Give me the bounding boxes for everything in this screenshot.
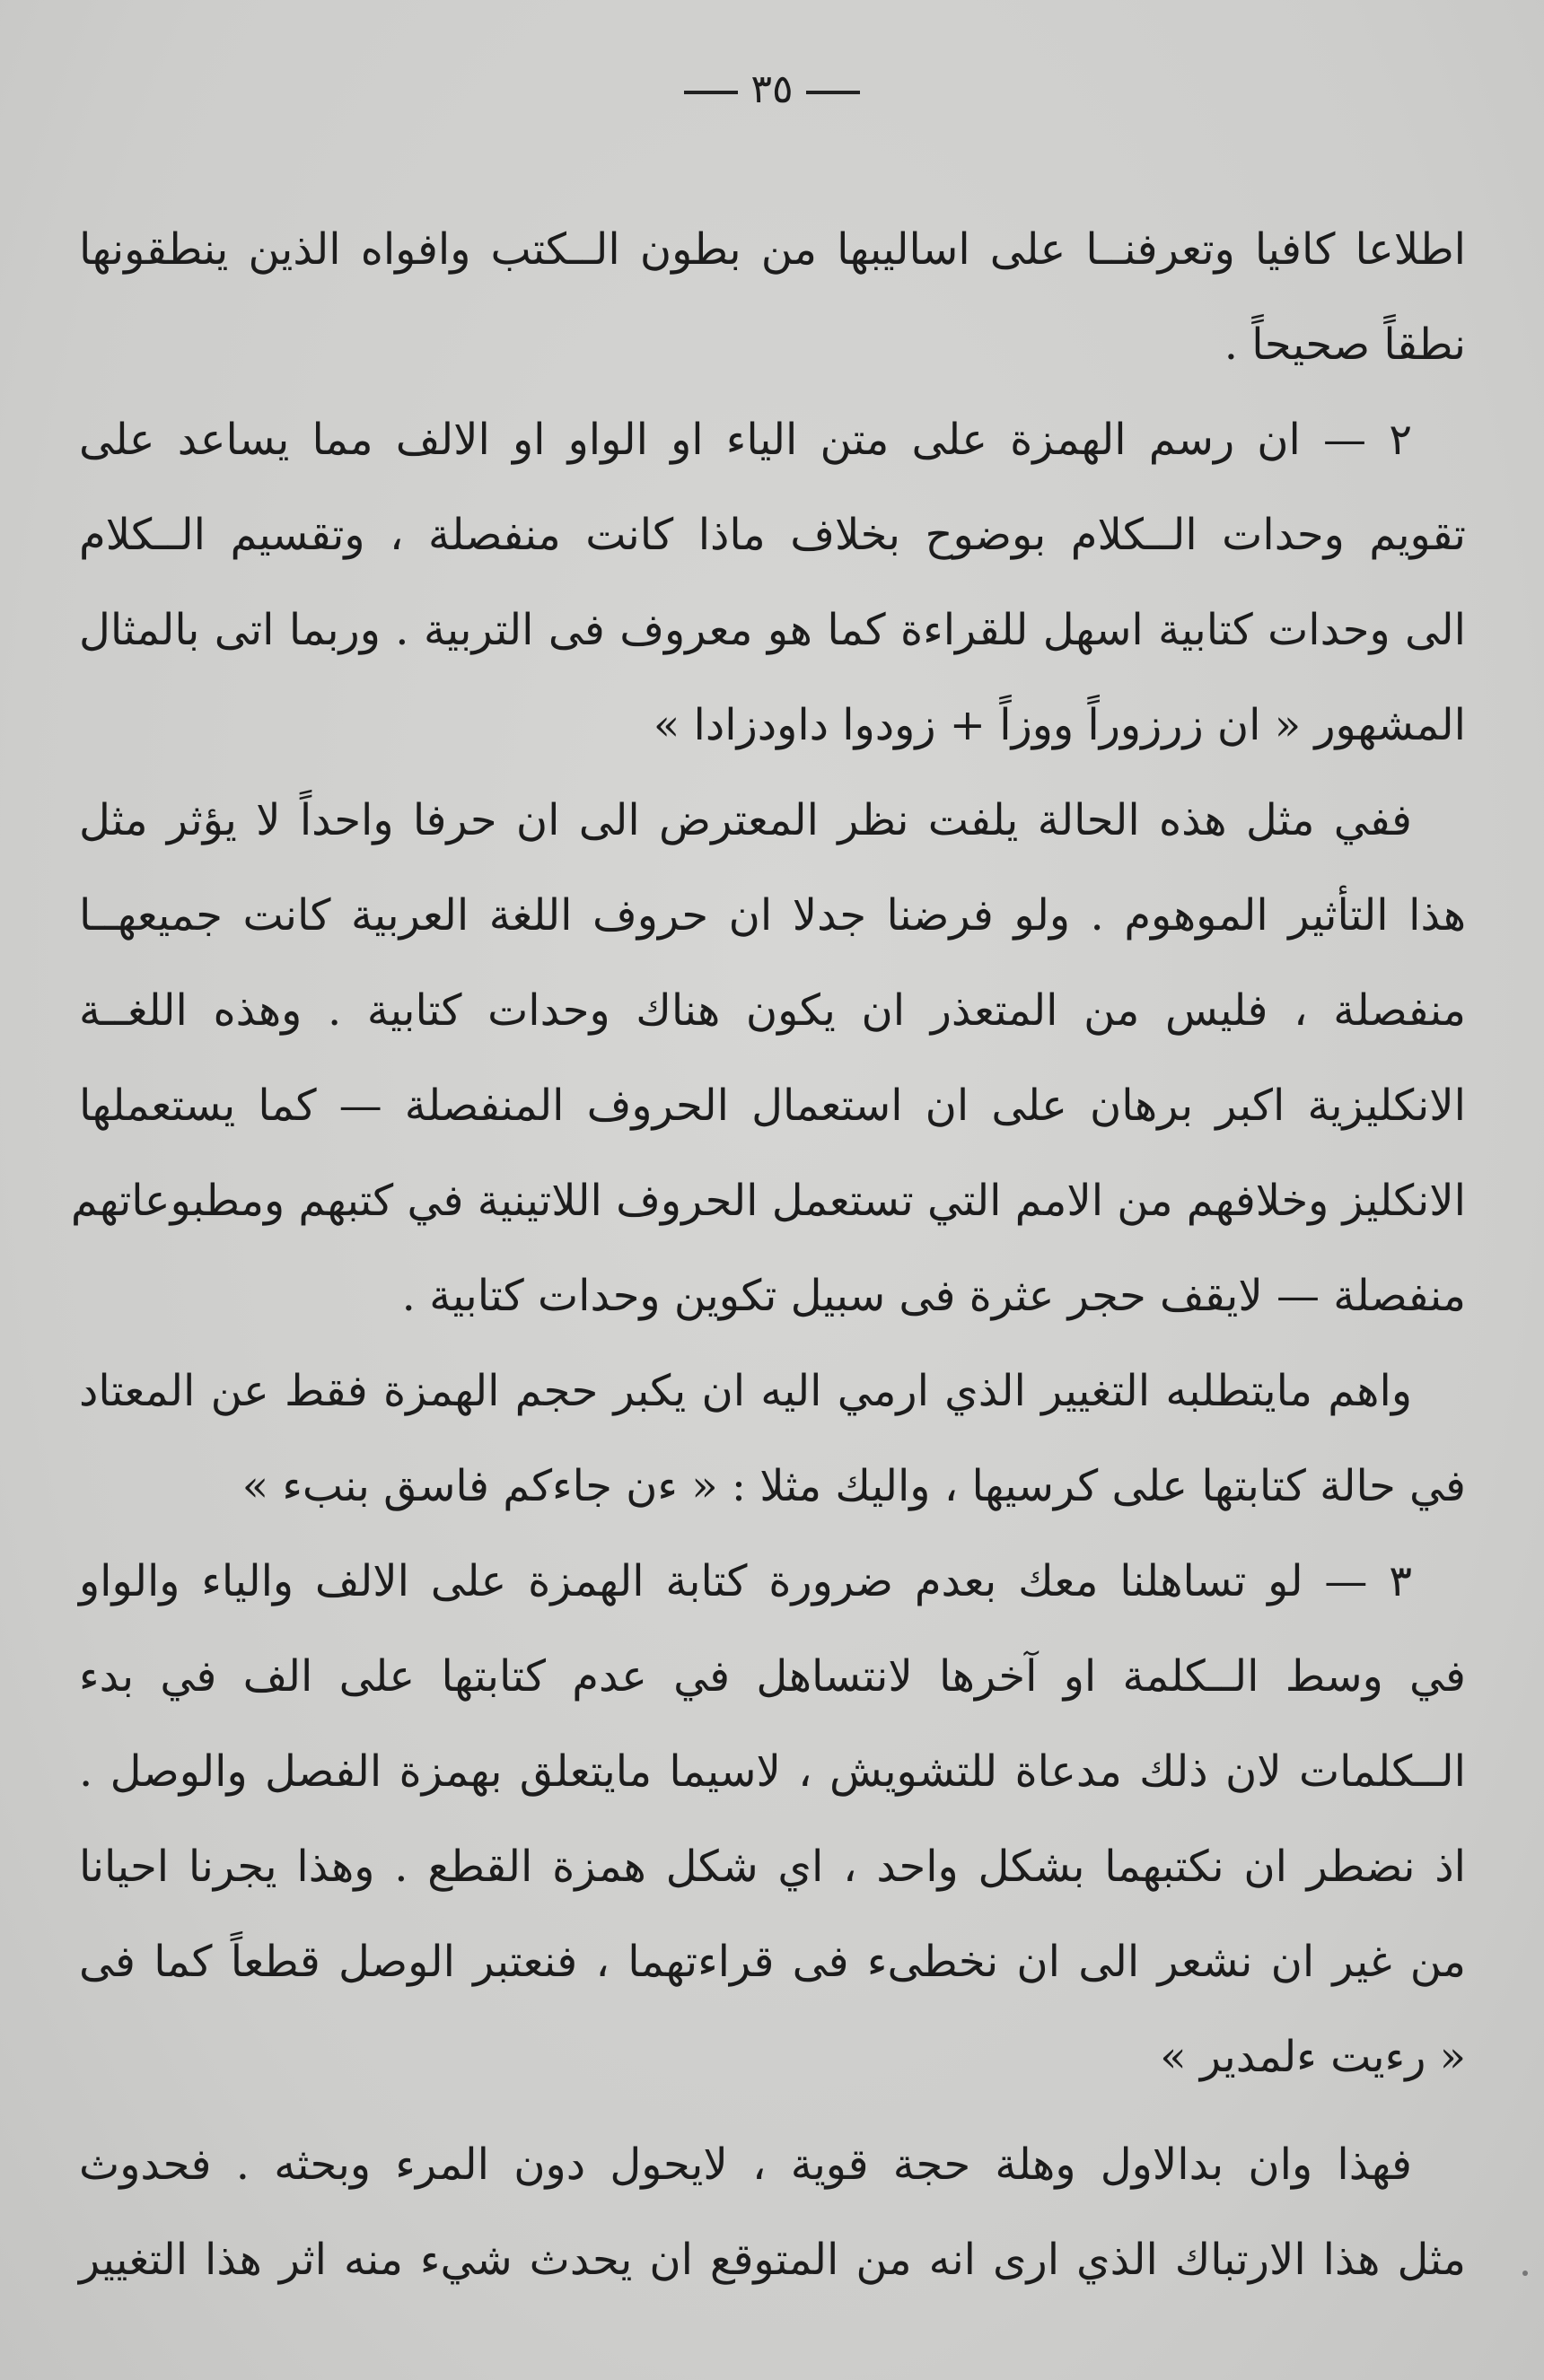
text-line: في حالة كتابتها على كرسيها ، واليك مثلا : « ءن جاءكم فاسق بنبء » (241, 1461, 1466, 1511)
text-line: ففي مثل هذه الحالة يلفت نظر المعترض الى ان حرفا واحداً لا يؤثر مثل (79, 795, 1412, 845)
text-line: واهم مايتطلبه التغيير الذي ارمي اليه ان يكبر حجم الهمزة فقط عن المعتاد (79, 1366, 1412, 1416)
text-line: « رءيت ءلمدير » (1160, 2032, 1466, 2082)
text-line: فهذا وان بدالاول وهلة حجة قوية ، لايحول دون المرء وبحثه . فحدوث (79, 2139, 1412, 2190)
margin-speck (1522, 2271, 1528, 2276)
text-line: منفصلة ، فليس من المتعذر ان يكون هناك وحدات كتابية . وهذه اللغــة (79, 985, 1466, 1036)
page-number-header (0, 66, 1544, 112)
text-line: في وسط الــكلمة او آخرها لانتساهل في عدم كتابتها على الف في بدء (79, 1651, 1466, 1702)
text-line: اذ نضطر ان نكتبهما بشكل واحد ، اي شكل همزة القطع . وهذا يجرنا احيانا (79, 1842, 1466, 1892)
page-number: ٣٥ (750, 66, 794, 112)
text-line: الى وحدات كتابية اسهل للقراءة كما هو معروف فى التربية . وربما اتى بالمثال (79, 605, 1466, 655)
text-line: الانكليزية اكبر برهان على ان استعمال الحروف المنفصلة — كما يستعملها (79, 1081, 1466, 1131)
dash-decoration (806, 91, 860, 94)
text-line: تقويم وحدات الــكلام بوضوح بخلاف ماذا كانت منفصلة ، وتقسيم الــكلام (79, 510, 1466, 560)
page-body (70, 202, 1467, 2307)
text-line: من غير ان نشعر الى ان نخطىء فى قراءتهما ، فنعتبر الوصل قطعاً كما فى (79, 1937, 1467, 1987)
text-line: منفصلة — لايقف حجر عثرة فى سبيل تكوين وحدات كتابية . (401, 1271, 1466, 1321)
text-line: الــكلمات لان ذلك مدعاة للتشويش ، لاسيما مايتعلق بهمزة الفصل والوصل . (79, 1746, 1467, 1797)
text-line: اطلاعا كافيا وتعرفنــا على اساليبها من بطون الــكتب وافواه الذين ينطقونها (79, 224, 1466, 275)
text-line: ٣ — لو تساهلنا معك بعدم ضرورة كتابة الهمزة على الالف والياء والواو (79, 1556, 1412, 1606)
text-line: الانكليز وخلافهم من الامم التي تستعمل الحروف اللاتينية في كتبهم ومطبوعاتهم (70, 1176, 1466, 1226)
text-line: نطقاً صحيحاً . (1224, 319, 1466, 370)
paragraph-gap (79, 2104, 1466, 2117)
text-line: مثل هذا الارتباك الذي ارى انه من المتوقع ان يحدث شيء منه اثر هذا التغيير (79, 2235, 1466, 2285)
text-line: ٢ — ان رسم الهمزة على متن الياء او الواو او الالف مما يساعد على (79, 415, 1412, 465)
dash-decoration (684, 91, 738, 94)
text-line: المشهور « ان زرزوراً ووزاً + زودوا داودزادا » (653, 700, 1466, 750)
text-line: هذا التأثير الموهوم . ولو فرضنا جدلا ان حروف اللغة العربية كانت جميعهــا (79, 890, 1466, 941)
